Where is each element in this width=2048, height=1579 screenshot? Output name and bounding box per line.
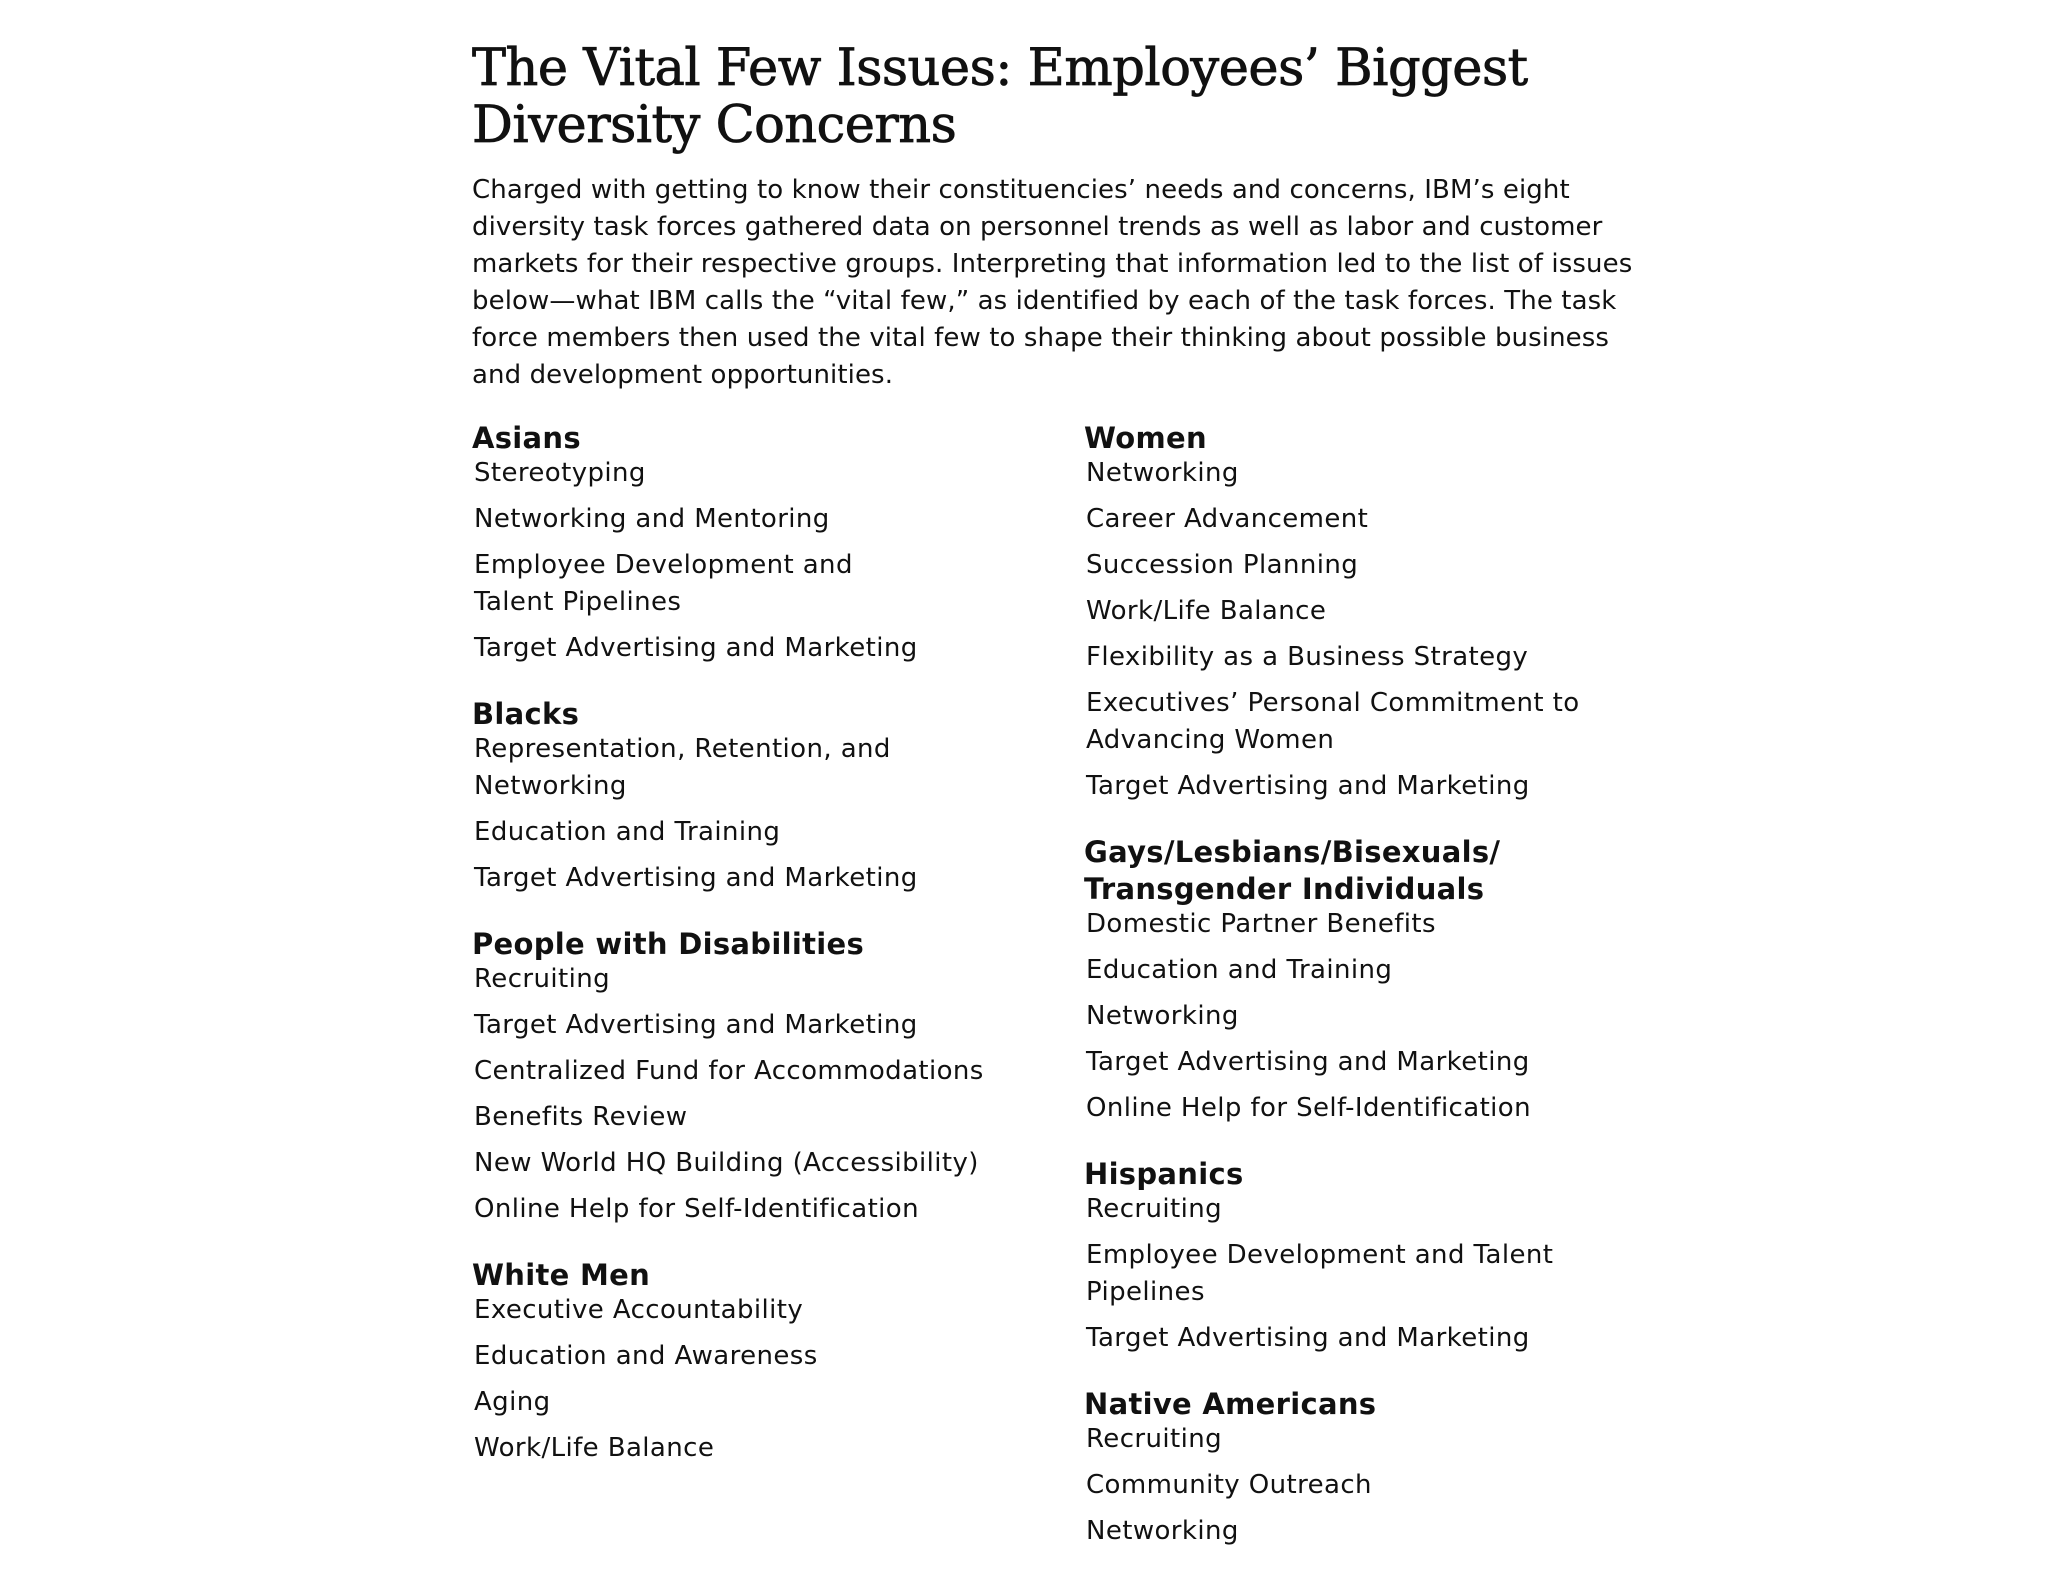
group-asians — [472, 420, 1072, 667]
intro-paragraph: Charged with getting to know their constituencies’ needs and concerns, IBM’s eight diversity task forces gathered data on personnel trends as well as labor and customer markets for their respective groups. Interpreting that information led to the list of issues below—what IBM calls the “vital few,” as identified by each of the task forces. The task force members then used the vital few to shape their thinking about possible business and development opportunities. — [472, 175, 1633, 390]
group-blacks — [472, 696, 1072, 897]
issue-item: Community Outreach — [1086, 1470, 1372, 1500]
issue-item: Aging — [474, 1387, 551, 1417]
issue-item: Recruiting — [1086, 1424, 1222, 1454]
issue-item: Education and Training — [1086, 955, 1393, 985]
issue-item: Education and Training — [474, 817, 781, 847]
issue-item: Target Advertising and Marketing — [1086, 1323, 1530, 1353]
issue-item: Online Help for Self-Identification — [474, 1194, 919, 1224]
issue-item: Target Advertising and Marketing — [1086, 1047, 1530, 1077]
issue-item: New World HQ Building (Accessibility) — [474, 1148, 979, 1178]
group-heading: Women — [1084, 421, 1207, 455]
issue-item: Networking — [1086, 1001, 1239, 1031]
issue-item: Centralized Fund for Accommodations — [474, 1056, 984, 1086]
issue-item: Networking — [1086, 458, 1239, 488]
group-heading: People with Disabilities — [472, 927, 865, 961]
issue-item: Career Advancement — [1086, 504, 1369, 534]
issue-item: Recruiting — [1086, 1194, 1222, 1224]
right-column — [1084, 420, 1664, 1579]
group-heading: Hispanics — [1084, 1157, 1244, 1191]
group-heading: Native Americans — [1084, 1387, 1377, 1421]
group-native-americans — [1084, 1386, 1664, 1550]
group-glbt — [1084, 834, 1664, 1127]
issue-item: Networking and Mentoring — [474, 504, 830, 534]
document-page — [472, 39, 1672, 1546]
issue-item: Flexibility as a Business Strategy — [1086, 642, 1529, 672]
issue-item: Succession Planning — [1086, 550, 1359, 580]
issue-item: Target Advertising and Marketing — [474, 1010, 918, 1040]
group-people-with-disabilities — [472, 926, 1072, 1228]
issue-item: Online Help for Self-Identification — [1086, 1093, 1531, 1123]
issue-item: Stereotyping — [474, 458, 646, 488]
group-hispanics — [1084, 1156, 1664, 1357]
issue-item: Networking — [1086, 1516, 1239, 1546]
issue-item: Domestic Partner Benefits — [1086, 909, 1436, 939]
issue-item: Executive Accountability — [474, 1295, 804, 1325]
issue-item: Benefits Review — [474, 1102, 688, 1132]
group-heading: Gays/Lesbians/Bisexuals/ Transgender Individuals — [1084, 835, 1501, 906]
left-column — [472, 420, 1072, 1496]
issue-item: Employee Development and Talent Pipelines — [474, 550, 853, 617]
issue-item: Representation, Retention, and Networking — [474, 734, 891, 801]
group-heading: Blacks — [472, 697, 580, 731]
group-white-men — [472, 1257, 1072, 1467]
group-heading: Asians — [472, 421, 581, 455]
issue-item: Target Advertising and Marketing — [474, 633, 918, 663]
issue-item: Target Advertising and Marketing — [1086, 771, 1530, 801]
group-heading: White Men — [472, 1258, 651, 1292]
group-women — [1084, 420, 1664, 805]
issue-item: Target Advertising and Marketing — [474, 863, 918, 893]
issue-item: Education and Awareness — [474, 1341, 818, 1371]
page-title: The Vital Few Issues: Employees’ Biggest Diversity Concerns — [472, 39, 1528, 155]
issue-item: Executives’ Personal Commitment to Advancing Women — [1086, 688, 1580, 755]
issue-item: Employee Development and Talent Pipelines — [1086, 1240, 1554, 1307]
issue-item: Work/Life Balance — [474, 1433, 715, 1463]
issue-item: Work/Life Balance — [1086, 596, 1327, 626]
issue-item: Recruiting — [474, 964, 610, 994]
